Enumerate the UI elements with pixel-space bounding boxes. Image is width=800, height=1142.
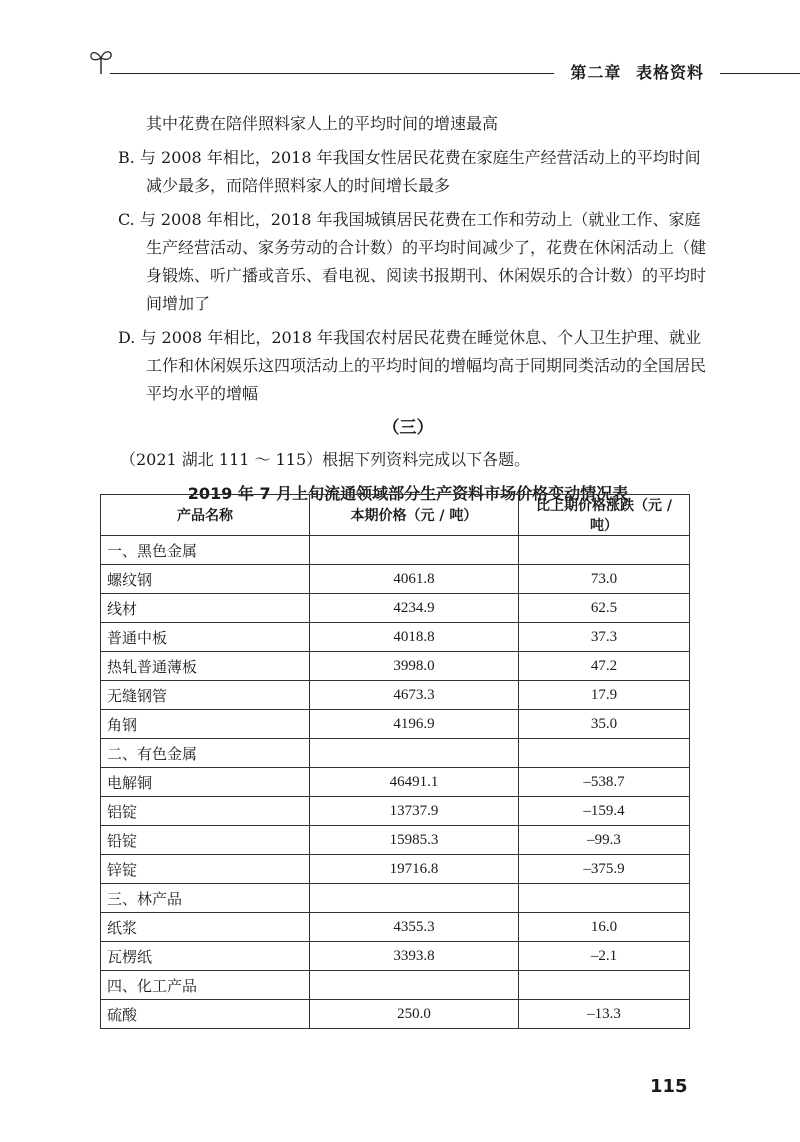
- table-row: [101, 913, 690, 942]
- product-cell: 瓦楞纸: [101, 942, 310, 971]
- table-row: [101, 536, 690, 565]
- price-cell: 3393.8: [310, 942, 519, 971]
- price-cell: 3998.0: [310, 652, 519, 681]
- product-cell: 普通中板: [101, 623, 310, 652]
- table-row: [101, 884, 690, 913]
- change-cell: 62.5: [519, 594, 690, 623]
- price-cell: 4673.3: [310, 681, 519, 710]
- change-cell: 35.0: [519, 710, 690, 739]
- category-cell: 三、林产品: [101, 884, 310, 913]
- product-cell: 铅锭: [101, 826, 310, 855]
- table-row: [101, 565, 690, 594]
- table-row: [101, 942, 690, 971]
- product-cell: 角钢: [101, 710, 310, 739]
- page-header: [88, 46, 800, 86]
- change-cell: 47.2: [519, 652, 690, 681]
- table-header-row: [101, 495, 690, 536]
- header-price: 本期价格（元 / 吨）: [310, 495, 519, 536]
- product-cell: 硫酸: [101, 1000, 310, 1029]
- product-cell: 纸浆: [101, 913, 310, 942]
- table-row: [101, 855, 690, 884]
- product-cell: 铝锭: [101, 797, 310, 826]
- change-cell: 73.0: [519, 565, 690, 594]
- change-cell: [519, 971, 690, 1000]
- header-product: 产品名称: [101, 495, 310, 536]
- table-row: [101, 971, 690, 1000]
- price-cell: 15985.3: [310, 826, 519, 855]
- option-a-continuation: 其中花费在陪伴照料家人上的平均时间的增速最高: [146, 114, 499, 133]
- table-row: [101, 652, 690, 681]
- table-row: [101, 768, 690, 797]
- change-cell: –13.3: [519, 1000, 690, 1029]
- header-change: 比上期价格涨跌（元 / 吨）: [519, 495, 690, 536]
- sprout-icon: [88, 46, 114, 76]
- change-cell: –538.7: [519, 768, 690, 797]
- question-text: [108, 110, 708, 518]
- price-cell: 4234.9: [310, 594, 519, 623]
- price-cell: 13737.9: [310, 797, 519, 826]
- table-row: [101, 681, 690, 710]
- product-cell: 线材: [101, 594, 310, 623]
- option-b: B. 与 2008 年相比，2018 年我国女性居民花费在家庭生产经营活动上的平均时间减少最多，而陪伴照料家人的时间增长最多: [118, 148, 701, 195]
- price-cell: 4061.8: [310, 565, 519, 594]
- price-cell: [310, 884, 519, 913]
- change-cell: [519, 884, 690, 913]
- product-cell: 无缝钢管: [101, 681, 310, 710]
- price-cell: [310, 536, 519, 565]
- product-cell: 螺纹钢: [101, 565, 310, 594]
- product-cell: 热轧普通薄板: [101, 652, 310, 681]
- price-cell: 250.0: [310, 1000, 519, 1029]
- option-d: D. 与 2008 年相比，2018 年我国农村居民花费在睡觉休息、个人卫生护理、就业工作和休闲娱乐这四项活动上的平均时间的增幅均高于同期同类活动的全国居民平均水平的增幅: [118, 328, 707, 403]
- table-row: [101, 1000, 690, 1029]
- change-cell: [519, 536, 690, 565]
- change-cell: –2.1: [519, 942, 690, 971]
- change-cell: 37.3: [519, 623, 690, 652]
- price-cell: 4196.9: [310, 710, 519, 739]
- change-cell: –99.3: [519, 826, 690, 855]
- table-row: [101, 594, 690, 623]
- table-row: [101, 826, 690, 855]
- product-cell: 电解铜: [101, 768, 310, 797]
- price-cell: 46491.1: [310, 768, 519, 797]
- change-cell: –375.9: [519, 855, 690, 884]
- price-table: [100, 494, 690, 1029]
- chapter-label: 第二章: [570, 63, 622, 82]
- section-label: 表格资料: [635, 63, 704, 82]
- option-c: C. 与 2008 年相比，2018 年我国城镇居民花费在工作和劳动上（就业工作、家庭生产经营活动、家务劳动的合计数）的平均时间减少了，花费在休闲活动上（健身锻炼、听广播或音乐、看电视、阅读书报期刊、休闲娱乐的合计数）的平均时间增加了: [118, 210, 707, 313]
- material-intro: （2021 湖北 111 ～ 115）根据下列资料完成以下各题。: [120, 450, 531, 469]
- change-cell: –159.4: [519, 797, 690, 826]
- page-number: 115: [650, 1076, 688, 1097]
- change-cell: 17.9: [519, 681, 690, 710]
- table-row: [101, 623, 690, 652]
- price-cell: 4355.3: [310, 913, 519, 942]
- table-row: [101, 710, 690, 739]
- category-cell: 四、化工产品: [101, 971, 310, 1000]
- change-cell: 16.0: [519, 913, 690, 942]
- category-cell: 一、黑色金属: [101, 536, 310, 565]
- table-row: [101, 797, 690, 826]
- price-cell: [310, 739, 519, 768]
- category-cell: 二、有色金属: [101, 739, 310, 768]
- header-title: [554, 60, 720, 83]
- price-cell: [310, 971, 519, 1000]
- table-row: [101, 739, 690, 768]
- price-cell: 19716.8: [310, 855, 519, 884]
- section-title: （三）: [382, 418, 434, 438]
- price-cell: 4018.8: [310, 623, 519, 652]
- product-cell: 锌锭: [101, 855, 310, 884]
- change-cell: [519, 739, 690, 768]
- table-title: 2019 年 7 月上旬流通领域部分生产资料市场价格变动情况表: [187, 484, 629, 503]
